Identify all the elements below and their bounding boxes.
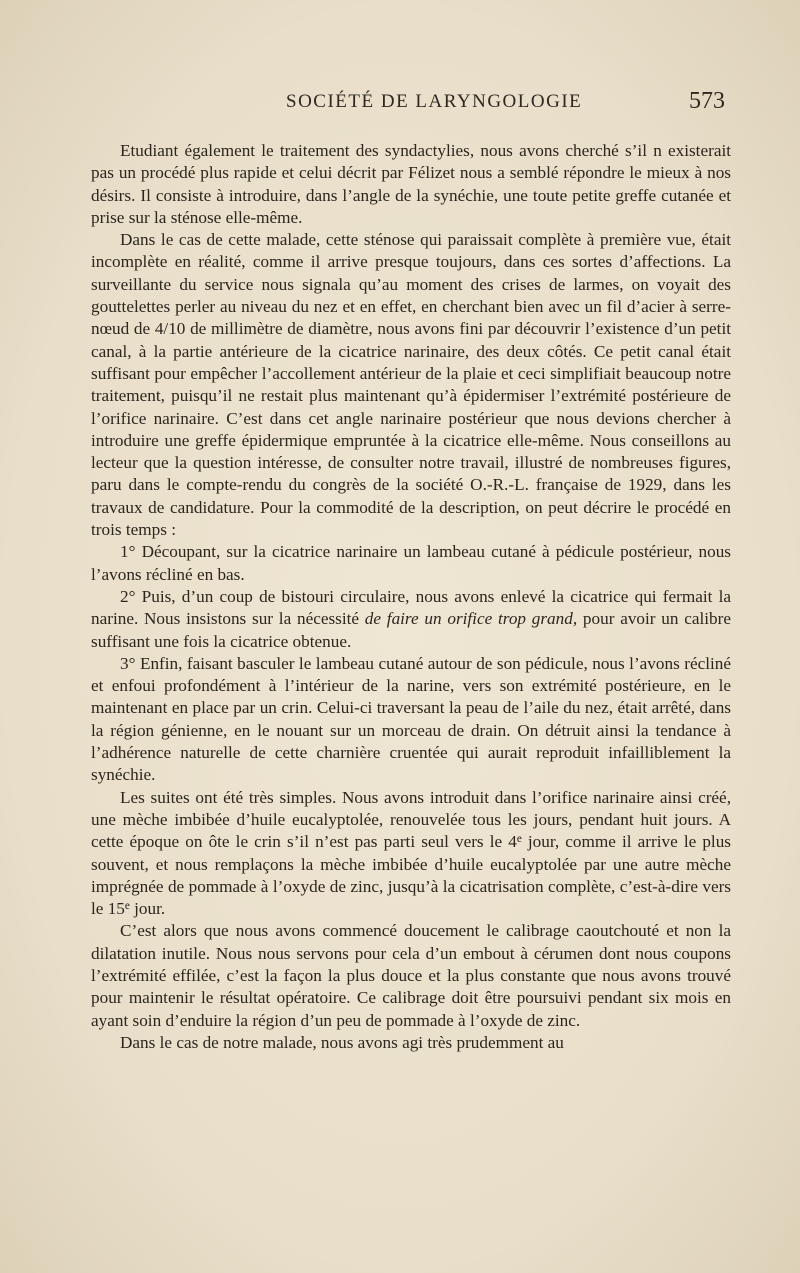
- step-2-emphasis: de faire un orifice trop grand,: [364, 609, 578, 629]
- paragraph-text: jour.: [129, 899, 166, 919]
- running-title: SOCIÉTÉ DE LARYNGOLOGIE: [286, 91, 583, 112]
- superscript: e: [516, 833, 522, 846]
- paragraph-text: Les suites ont été très simples. Nous avons introduit dans l’orifice narinaire ainsi créé, une mèche imbibée d’huile eucalyptolée, renouvelée tous les jours, pendant huit jours. A cette époque on ôte le crin s’il n’est pas parti seul vers le 4: [91, 787, 731, 852]
- paragraph: Dans le cas de cette malade, cette sténose qui paraissait complète à première vue, était incomplète en réalité, comme il arrive presque toujours, dans ces sortes d’affections. La surveillante du service nous signala qu’au moment des crises de larmes, on voyait des gouttelettes perler au niveau du nez et en effet, en cherchant bien avec un fil d’acier à serre-nœud de 4/10 de millimètre de diamètre, nous avons fini par découvrir l’existence d’un petit canal, à la partie antérieure de la cicatrice narinaire, des deux côtés. Ce petit canal était suffisant pour empêcher l’accollement antérieur de la plaie et ceci simplifiait beaucoup notre traitement, puisqu’il ne restait plus maintenant qu’à épidermiser l’extrémité postérieure de l’orifice narinaire. C’est dans cet angle narinaire postérieur que nous devions chercher à introduire une greffe épidermique empruntée à la cicatrice elle-même. Nous conseillons au lecteur que la question intéresse, de consulter notre travail, illustré de nombreuses figures, paru dans le compte-rendu du congrès de la société O.-R.-L. française de 1929, dans les travaux de candidature. Pour la commodité de la description, on peut décrire le procédé en trois temps :: [91, 230, 731, 540]
- step-3: 3° Enfin, faisant basculer le lambeau cutané autour de son pédicule, nous l’avons récliné et enfoui profondément à l’intérieur de la narine, vers son extrémité postérieure, en le maintenant en place par un crin. Celui-ci traversant la peau de l’aile du nez, était arrêté, dans la région génienne, en le nouant sur un morceau de drain. On détruit ainsi la tendance à l’adhérence naturelle de cette charnière cruentée qui aurait reproduit infailliblement la synéchie.: [91, 653, 731, 785]
- paragraph: Dans le cas de notre malade, nous avons agi très prudemment au: [120, 1032, 564, 1052]
- page-number: 573: [689, 88, 725, 114]
- paragraph: C’est alors que nous avons commencé doucement le calibrage caoutchouté et non la dilatation inutile. Nous nous servons pour cela d’un embout à cérumen dont nous coupons l’extrémité effilée, c’est la façon la plus douce et la plus constante que nous avons trouvé pour maintenir le résultat opératoire. Ce calibrage doit être poursuivi pendant six mois en ayant soin d’enduire la région d’un peu de pommade à l’oxyde de zinc.: [91, 921, 731, 1030]
- superscript: e: [124, 900, 130, 913]
- paragraph-text: jour, comme il arrive le plus souvent, et nous remplaçons la mèche imbibée d’huile eucalyptolée par une autre mèche imprégnée de pommade à l’oxyde de zinc, jusqu’à la cicatrisation complète, c’est-à-dire vers le 15: [91, 832, 731, 919]
- body-text: [91, 140, 731, 1054]
- paragraph: [91, 787, 731, 921]
- paragraph: Etudiant également le traitement des syndactylies, nous avons cherché s’il n existerait pas un procédé plus rapide et celui décrit par Félizet nous a semblé répondre le mieux à nos désirs. Il consiste à introduire, dans l’angle de la synéchie, une toute petite greffe cutanée et prise sur la sténose elle-même.: [91, 141, 731, 227]
- step-2-text: 2° Puis, d’un coup de bistouri circulaire, nous avons enlevé la cicatrice qui fermait la narine. Nous insistons sur la nécessité: [91, 586, 731, 629]
- step-2: [91, 586, 731, 653]
- page-header: [0, 88, 800, 121]
- step-1: 1° Découpant, sur la cicatrice narinaire un lambeau cutané à pédicule postérieur, nous l’avons récliné en bas.: [91, 542, 731, 584]
- step-2-text-end: pour avoir un calibre suffisant une fois la cicatrice obtenue.: [91, 609, 731, 651]
